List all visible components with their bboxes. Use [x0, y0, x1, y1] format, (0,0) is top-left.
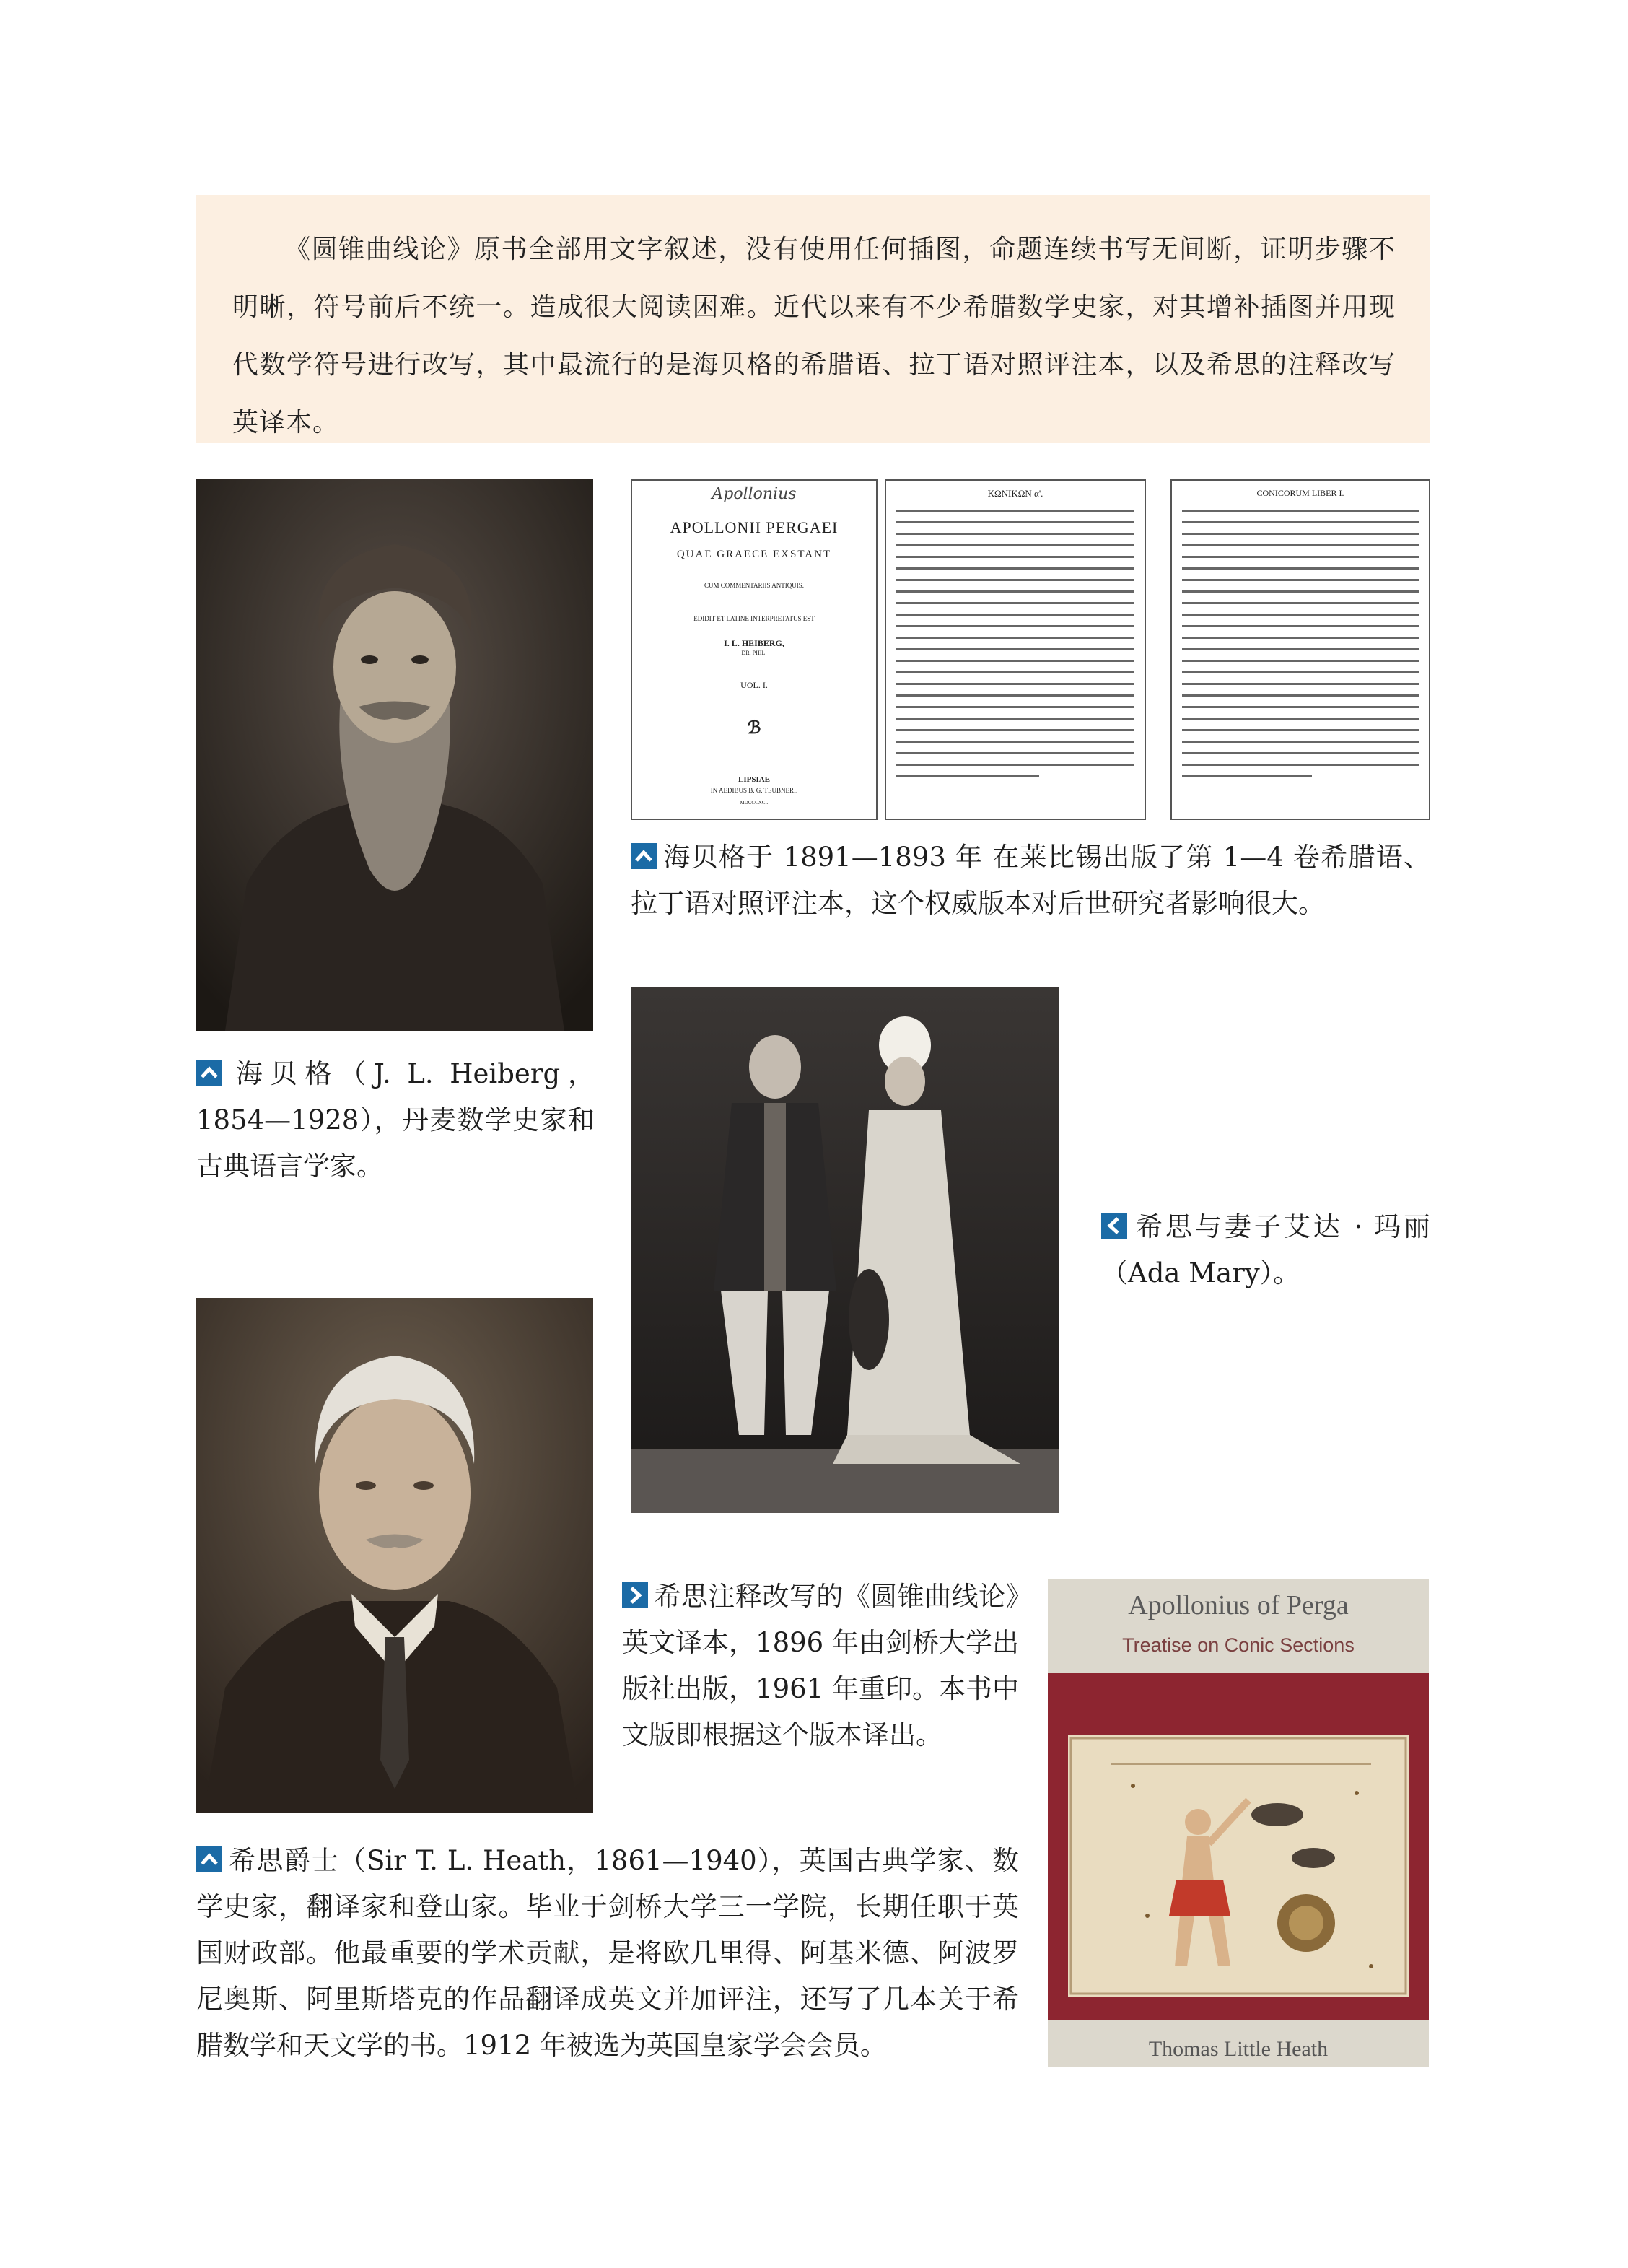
latin-page-heading: CONICORUM LIBER I. [1256, 488, 1344, 498]
chevron-left-icon [1101, 1213, 1127, 1239]
latin-text-page-scan [1170, 479, 1430, 820]
scan-editor: I. L. HEIBERG, [724, 638, 784, 648]
latin-text-lines [1182, 510, 1419, 787]
caption-heath-translation-text: 希思注释改写的《圆锥曲线论》英文译本，1896 年由剑桥大学出版社出版，1961 年重印。本书中文版即根据这个版本译出。 [622, 1581, 1019, 1750]
caption-heiberg-edition [631, 834, 1430, 927]
heath-and-wife-photo [631, 987, 1059, 1513]
caption-heath-translation [622, 1574, 1019, 1758]
chevron-up-icon [196, 1060, 222, 1086]
caption-heath-bio [196, 1838, 1019, 2069]
heiberg-title-page-scan [631, 479, 878, 820]
greek-text-page-scan [885, 479, 1146, 820]
constellation-illustration [1068, 1735, 1409, 1997]
scan-line4: EDIDIT ET LATINE INTERPRETATUS EST [693, 615, 815, 622]
scan-volume: UOL. I. [740, 680, 768, 690]
scan-line3: CUM COMMENTARIIS ANTIQUIS. [704, 582, 805, 589]
cover-title: Apollonius of Perga [1128, 1590, 1349, 1621]
book-cover [1048, 1579, 1429, 2067]
caption-heath-wife [1101, 1204, 1430, 1296]
scan-publisher: IN AEDIBUS B. G. TEUBNERI. [710, 787, 798, 794]
greek-page-heading: ΚΩΝΙΚΩΝ α'. [987, 488, 1043, 499]
scan-place: LIPSIAE [738, 775, 771, 784]
scan-editor-title: DR. PHIL. [741, 650, 767, 656]
caption-heath-wife-text: 希思与妻子艾达 · 玛丽（Ada Mary）。 [1101, 1211, 1430, 1288]
handwritten-signature: Apollonius [712, 485, 797, 503]
publisher-emblem: ℬ [747, 719, 761, 738]
caption-heiberg-portrait-text: 海贝格（J. L. Heiberg，1854—1928），丹麦数学史家和古典语言学家。 [196, 1058, 595, 1182]
scan-year: MDCCCXCI. [740, 800, 769, 806]
greek-text-lines [896, 510, 1134, 787]
cover-subtitle: Treatise on Conic Sections [1122, 1634, 1355, 1656]
intro-box [196, 195, 1430, 443]
caption-heiberg-edition-text: 海贝格于 1891—1893 年 在莱比锡出版了第 1—4 卷希腊语、拉丁语对照评注本，这个权威版本对后世研究者影响很大。 [631, 842, 1430, 919]
chevron-up-icon [631, 843, 657, 869]
scan-subtitle: QUAE GRAECE EXSTANT [676, 549, 832, 560]
caption-heath-bio-text: 希思爵士（Sir T. L. Heath，1861—1940），英国古典学家、数学史家，翻译家和登山家。毕业于剑桥大学三一学院，长期任职于英国财政部。他最重要的学术贡献，是将欧几里得、阿基米德、阿波罗尼奥斯、阿里斯塔克的作品翻译成英文并加评注，还写了几本关于希腊数学和天文学的书。1912 年被选为英国皇家学会会员。 [196, 1845, 1019, 2061]
heiberg-portrait-photo [196, 479, 593, 1031]
scan-title: APOLLONII PERGAEI [670, 518, 839, 536]
heath-portrait-photo [196, 1298, 593, 1813]
chevron-up-icon [196, 1846, 222, 1872]
chevron-right-icon [622, 1582, 648, 1608]
cover-author: Thomas Little Heath [1148, 2037, 1329, 2061]
intro-paragraph: 《圆锥曲线论》原书全部用文字叙述，没有使用任何插图，命题连续书写无间断，证明步骤不明晰，符号前后不统一。造成很大阅读困难。近代以来有不少希腊数学史家，对其增补插图并用现代数学符号进行改写，其中最流行的是海贝格的希腊语、拉丁语对照评注本，以及希思的注释改写英译本。 [232, 235, 1396, 437]
caption-heiberg-portrait [196, 1051, 595, 1190]
